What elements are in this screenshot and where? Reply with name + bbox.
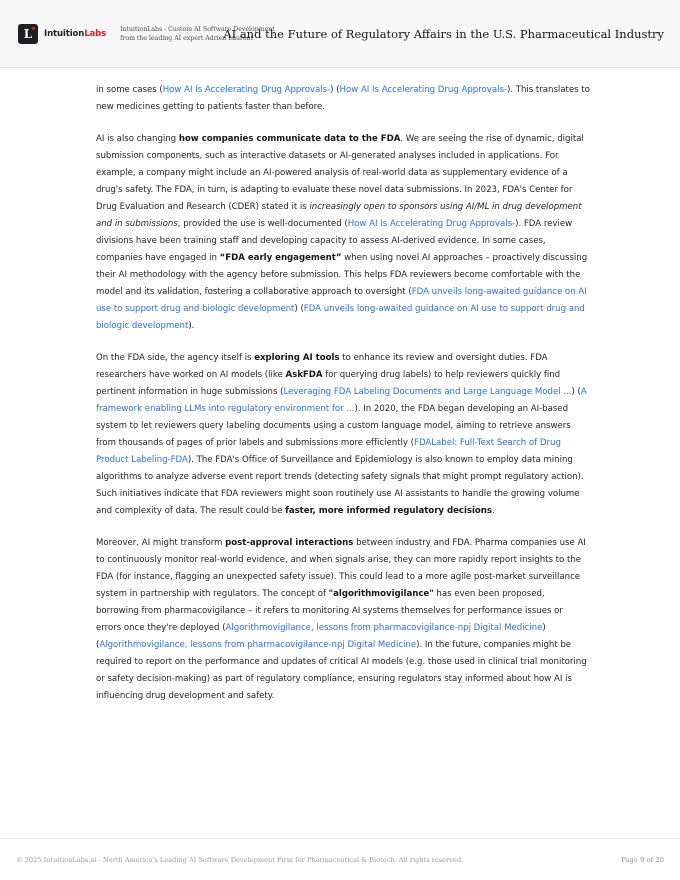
emphasis-bold: post-approval interactions [225,538,354,548]
text-run: . [492,506,495,516]
text-run: ). In the future, companies might be required to report on the performance and updates of critical AI models (e.g. those used in clinical trial monitoring or safety decision-making) as part of regulatory compliance, ensuring regulators stay informed about how AI is influencing drug development and safety. [96,640,587,701]
text-run: . We are seeing the rise of dynamic, digital submission components, such as interactive datasets or AI-generated analyses included in applications. For example, a company might include an AI-powered analysis of real-world data as supplementary evidence of a drug's safety. The FDA, in turn, is adapting to evaluate these novel data submissions. In 2023, FDA's Center for Drug Evaluation and Research (CDER) stated it is [96,134,584,212]
para-fda-exploring-ai-tools [96,350,590,520]
reference-link[interactable]: FDALabel: Full-Text Search of Drug Product Labeling-FDA [96,438,561,465]
text-run: ) ( [294,304,304,314]
page-footer [0,838,680,880]
emphasis-bold: how companies communicate data to the FDA [178,134,401,144]
brand-wordmark [44,29,106,39]
text-run: ). This translates to new medicines getting to patients faster than before. [96,85,590,112]
text-run: ). The FDA's Office of Surveillance and Epidemiology is also known to employ data mining algorithms to analyze adverse event report trends (detecting safety signals that might prompt regulatory action). Such initiatives indicate that FDA reviewers might soon routinely use AI assistants to handle the growing volume and complexity of data. The result could be [96,455,584,516]
text-run: ) ( [571,387,581,397]
text-run: ). [188,321,195,331]
reference-link[interactable]: How AI Is Accelerating Drug Approvals- [347,219,516,229]
document-title: AI and the Future of Regulatory Affairs in the U.S. Pharmaceutical Industry [223,26,664,41]
brand-wordmark-primary: Intuition [44,28,85,39]
emphasis-bold: faster, more informed regulatory decisions [285,506,493,516]
reference-link[interactable]: FDA unveils long-awaited guidance on AI use to support drug and biologic development [96,287,587,314]
emphasis-bold: AskFDA [285,370,323,380]
text-run: in some cases ( [96,85,163,95]
document-body [0,68,680,705]
brand-logo[interactable] [18,24,106,44]
text-run: has even been proposed, borrowing from pharmacovigilance – it refers to monitoring AI systems themselves for performance issues or errors once they're deployed ( [96,589,563,633]
text-run: to enhance its review and oversight duties. FDA researchers have worked on AI models (like [96,353,548,380]
text-run: Moreover, AI might transform [96,538,226,548]
text-run: for querying drug labels) to help reviewers quickly find pertinent information in huge submissions ( [96,370,561,397]
brand-wordmark-accent: Labs [84,28,107,39]
emphasis-bold: "algorithmovigilance" [328,589,434,599]
footer-copyright: © 2025 IntuitionLabs.ai - North America's Leading AI Software Development Firm for Pharmaceutical & Biotech. All rights reserved. [16,855,464,864]
emphasis-bold: exploring AI tools [254,353,340,363]
text-run: ). In 2020, the FDA began developing an AI-based system to let reviewers query labeling documents using a custom language model, aiming to retrieve answers from thousands of pages of prior labels and submissions more efficiently ( [96,404,571,448]
text-run: between industry and FDA. Pharma companies use AI to continuously monitor real-world evidence, and when signals arise, they can more rapidly report insights to the FDA (for instance, flagging an unexpected safety issue). This could lead to a more agile post-market surveillance system in partnership with regulators. The concept of [96,538,586,599]
intuitionlabs-logo-icon [18,24,38,44]
para-post-approval [96,535,590,705]
text-run: On the FDA side, the agency itself is [96,353,255,363]
text-run: AI is also changing [96,134,179,144]
text-run: when using novel AI approaches – proactively discussing their AI methodology with the agency before submission. This helps FDA reviewers become comfortable with the model and its validation, fostering a collaborative approach to oversight ( [96,253,588,297]
para-communicate-data [96,131,590,335]
reference-link[interactable]: A framework enabling LLMs into regulatory environment for ... [96,387,587,414]
reference-link[interactable]: Algorithmovigilance, lessons from pharmacovigilance-npj Digital Medicine [99,640,417,650]
para-drug-approvals [96,82,590,116]
reference-link[interactable]: Leveraging FDA Labeling Documents and Large Language Model ... [283,387,572,397]
text-run: ) ( [330,85,340,95]
reference-link[interactable]: Algorithmovigilance, lessons from pharmacovigilance-npj Digital Medicine [225,623,543,633]
text-run: ). FDA review divisions have been training staff and developing capacity to assess AI-derived evidence. In some cases, companies have engaged in [96,219,573,263]
logo-accent-dot [32,27,35,30]
page-header [0,0,680,68]
logo-letter: L [23,26,33,41]
text-run: ) ( [96,623,546,650]
brand-tagline-line-2: from the leading AI expert Adrien Laurent [120,34,254,42]
reference-link[interactable]: How AI Is Accelerating Drug Approvals- [162,85,331,95]
emphasis-bold: “FDA early engagement” [219,253,342,263]
footer-page-number: Page 9 of 20 [621,855,664,864]
emphasis-italic: increasingly open to sponsors using AI/ML in drug development and in submissions [96,202,582,229]
reference-link[interactable]: FDA unveils long-awaited guidance on AI use to support drug and biologic development [96,304,585,331]
text-run: , provided the use is well-documented ( [177,219,348,229]
reference-link[interactable]: How AI Is Accelerating Drug Approvals- [339,85,507,95]
brand-tagline-line-1: IntuitionLabs - Custom AI Software Development [120,25,275,33]
